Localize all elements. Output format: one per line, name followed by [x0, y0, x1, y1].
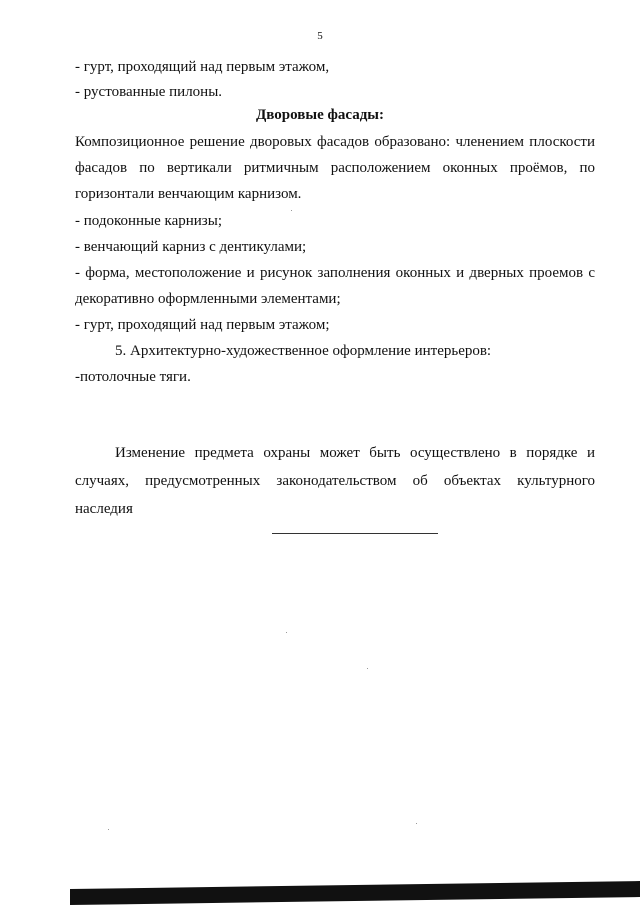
list-item-crowning-cornice: - венчающий карниз с дентикулами; [75, 239, 307, 255]
paragraph-change-line-1: Изменение предмета охраны может быть осуществлено в порядке и [115, 445, 595, 461]
list-item-gurt: - гурт, проходящий над первым этажом, [75, 59, 330, 75]
paragraph-composition-line-2: фасадов по вертикали ритмичным расположением оконных проёмов, по [75, 160, 595, 176]
section-5-title: 5. Архитектурно-художественное оформление интерьеров: [115, 343, 492, 359]
list-item-gurt-2: - гурт, проходящий над первым этажом; [75, 317, 330, 333]
list-item-openings-line-2: декоративно оформленными элементами; [75, 291, 341, 307]
list-item-ceiling-mouldings: -потолочные тяги. [75, 369, 191, 385]
scan-speck [416, 823, 417, 824]
list-item-openings-line-1: - форма, местоположение и рисунок заполнения оконных и дверных проемов с [75, 265, 595, 281]
paragraph-composition-line-3: горизонтали венчающим карнизом. [75, 186, 302, 202]
separator-rule [272, 533, 438, 534]
paragraph-composition-line-1: Композиционное решение дворовых фасадов образовано: членением плоскости [75, 134, 595, 150]
page-number: 5 [317, 30, 323, 42]
section-heading-courtyard-facades: Дворовые фасады: [255, 107, 385, 123]
paragraph-change-line-3: наследия [75, 501, 133, 517]
scan-speck [108, 829, 109, 830]
scan-speck [286, 632, 287, 633]
scan-speck [291, 210, 292, 211]
list-item-pylons: - рустованные пилоны. [75, 84, 223, 100]
list-item-window-cornices: - подоконные карнизы; [75, 213, 222, 229]
scan-edge-shadow [70, 881, 640, 905]
scan-speck [367, 668, 368, 669]
paragraph-change-line-2: случаях, предусмотренных законодательством об объектах культурного [75, 473, 595, 489]
